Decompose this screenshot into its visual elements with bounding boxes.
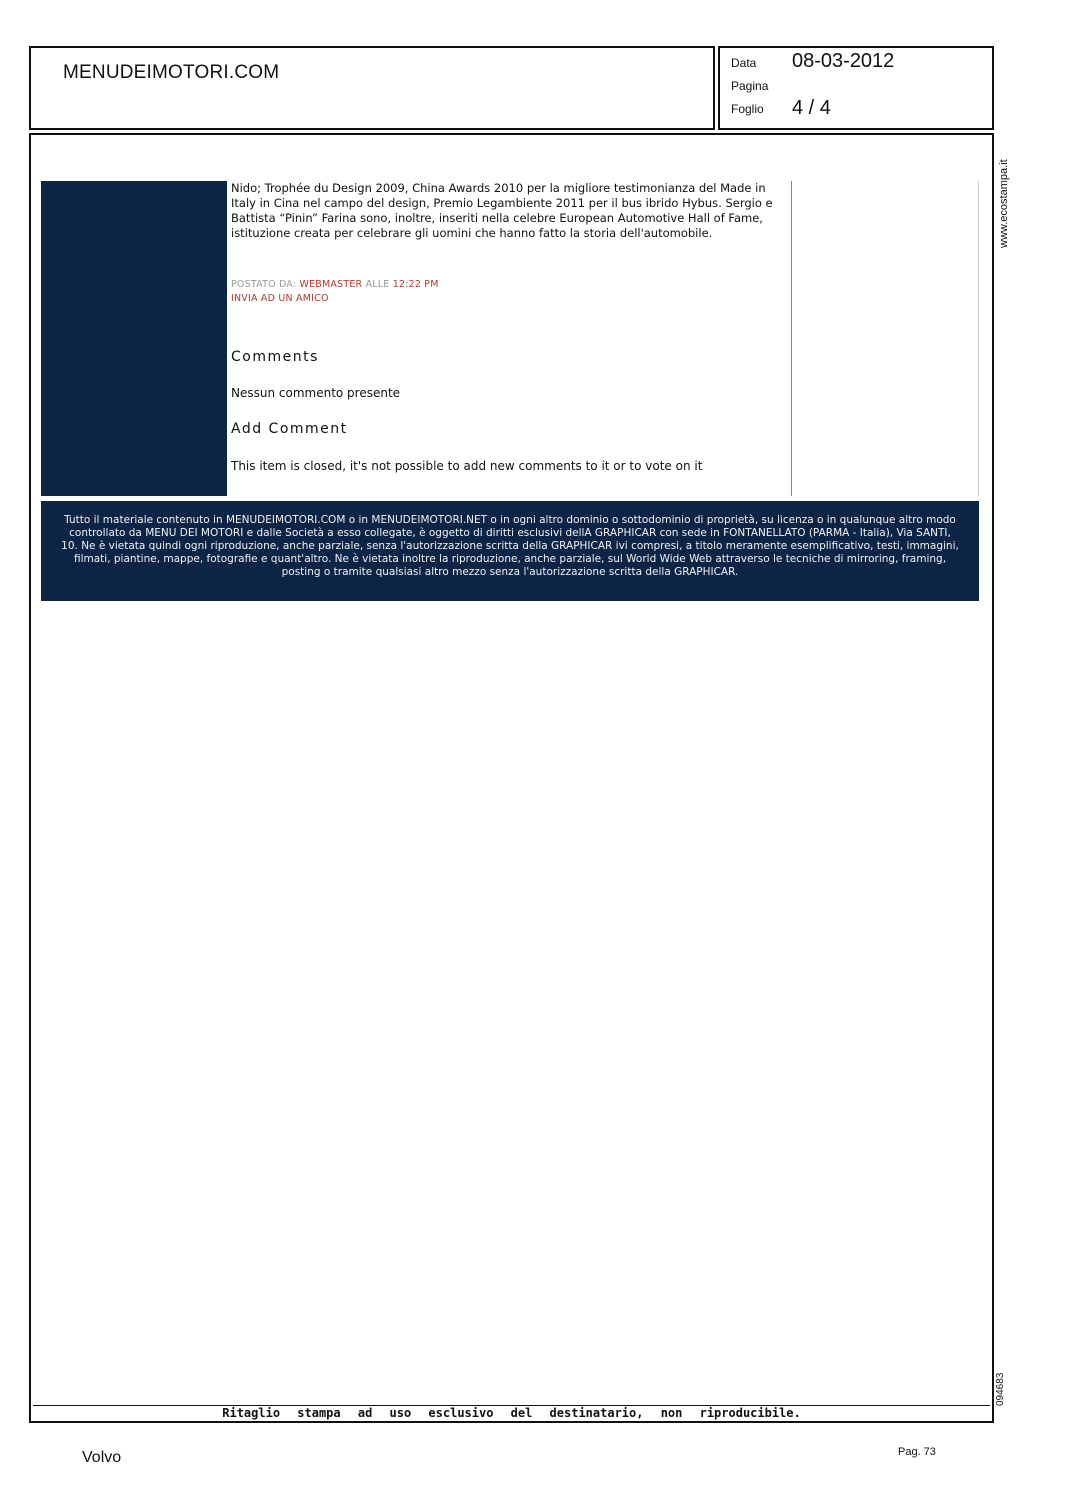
post-meta xyxy=(231,279,439,290)
comments-closed-message: This item is closed, it's not possible to add new comments to it or to vote on it xyxy=(231,459,703,473)
no-comments-message: Nessun commento presente xyxy=(231,386,401,400)
side-website xyxy=(998,148,1012,258)
posted-time-link[interactable]: 12:22 PM xyxy=(392,279,439,290)
date-value: 08-03-2012 xyxy=(792,50,895,72)
side-code-text: 094683 xyxy=(995,1372,1006,1406)
date-label: Data xyxy=(731,56,757,70)
header-publication-box xyxy=(29,46,715,130)
posted-at-label: ALLE xyxy=(365,279,390,290)
posted-author-link[interactable]: WEBMASTER xyxy=(299,279,363,290)
posted-by-label: POSTATO DA: xyxy=(231,279,297,290)
article-body: Nido; Trophée du Design 2009, China Awards 2010 per la migliore testimonianza del Made in Italy in Cina nel campo del design, Premio Legambiente 2011 per il bus ibrido Hybus. Sergio e Battista “Pinin” Farina sono, inoltre, inseriti nella celebre European Automotive Hall of Fame, istituzione creata per celebrare gli uomini che hanno fatto la storia dell'automobile. xyxy=(231,181,773,240)
clipping-notice: Ritaglio stampa ad uso esclusivo del destinatario, non riproducibile. xyxy=(222,1406,801,1420)
comments-heading: Comments xyxy=(231,349,319,365)
send-to-friend-link[interactable]: INVIA AD UN AMICO xyxy=(231,293,329,304)
client-name: Volvo xyxy=(82,1449,122,1466)
header-meta-box xyxy=(718,46,994,130)
side-code xyxy=(995,1368,1009,1408)
sheet-label: Foglio xyxy=(731,102,764,116)
side-website-text: www.ecostampa.it xyxy=(998,159,1010,248)
content-divider xyxy=(791,181,792,496)
copyright-text: Tutto il materiale contenuto in MENUDEIMOTORI.COM o in MENUDEIMOTORI.NET o in ogni altro dominio o sottodominio di proprietà, su licenza o in qualunque altro modo controllato da MENU DEI MOTORI e dalle Società a esso collegate, è oggetto di diritti esclusivi dellA GRAPHICAR con sede in FONTANELLATO (PARMA - Italia), Via SANTI, 10. Ne è vietata quindi ogni riproduzione, anche parziale, senza l'autorizzazione scritta della GRAPHICAR ivi compresi, a titolo meramente esemplificativo, testi, immagini, filmati, piantine, mappe, fotografie e quant'altro. Ne è vietata inoltre la riproduzione, anche parziale, sul World Wide Web attraverso le tecniche di mirroring, framing, posting o tramite qualsiasi altro mezzo senza l'autorizzazione scritta della GRAPHICAR. xyxy=(61,514,959,578)
add-comment-heading: Add Comment xyxy=(231,421,348,437)
right-divider xyxy=(978,181,979,496)
left-navy-panel xyxy=(41,181,227,496)
page-number: Pag. 73 xyxy=(898,1446,936,1458)
copyright-footer xyxy=(41,501,979,601)
publication-name: MENUDEIMOTORI.COM xyxy=(63,62,280,83)
page-label: Pagina xyxy=(731,79,769,93)
sheet-value: 4 / 4 xyxy=(792,97,831,119)
